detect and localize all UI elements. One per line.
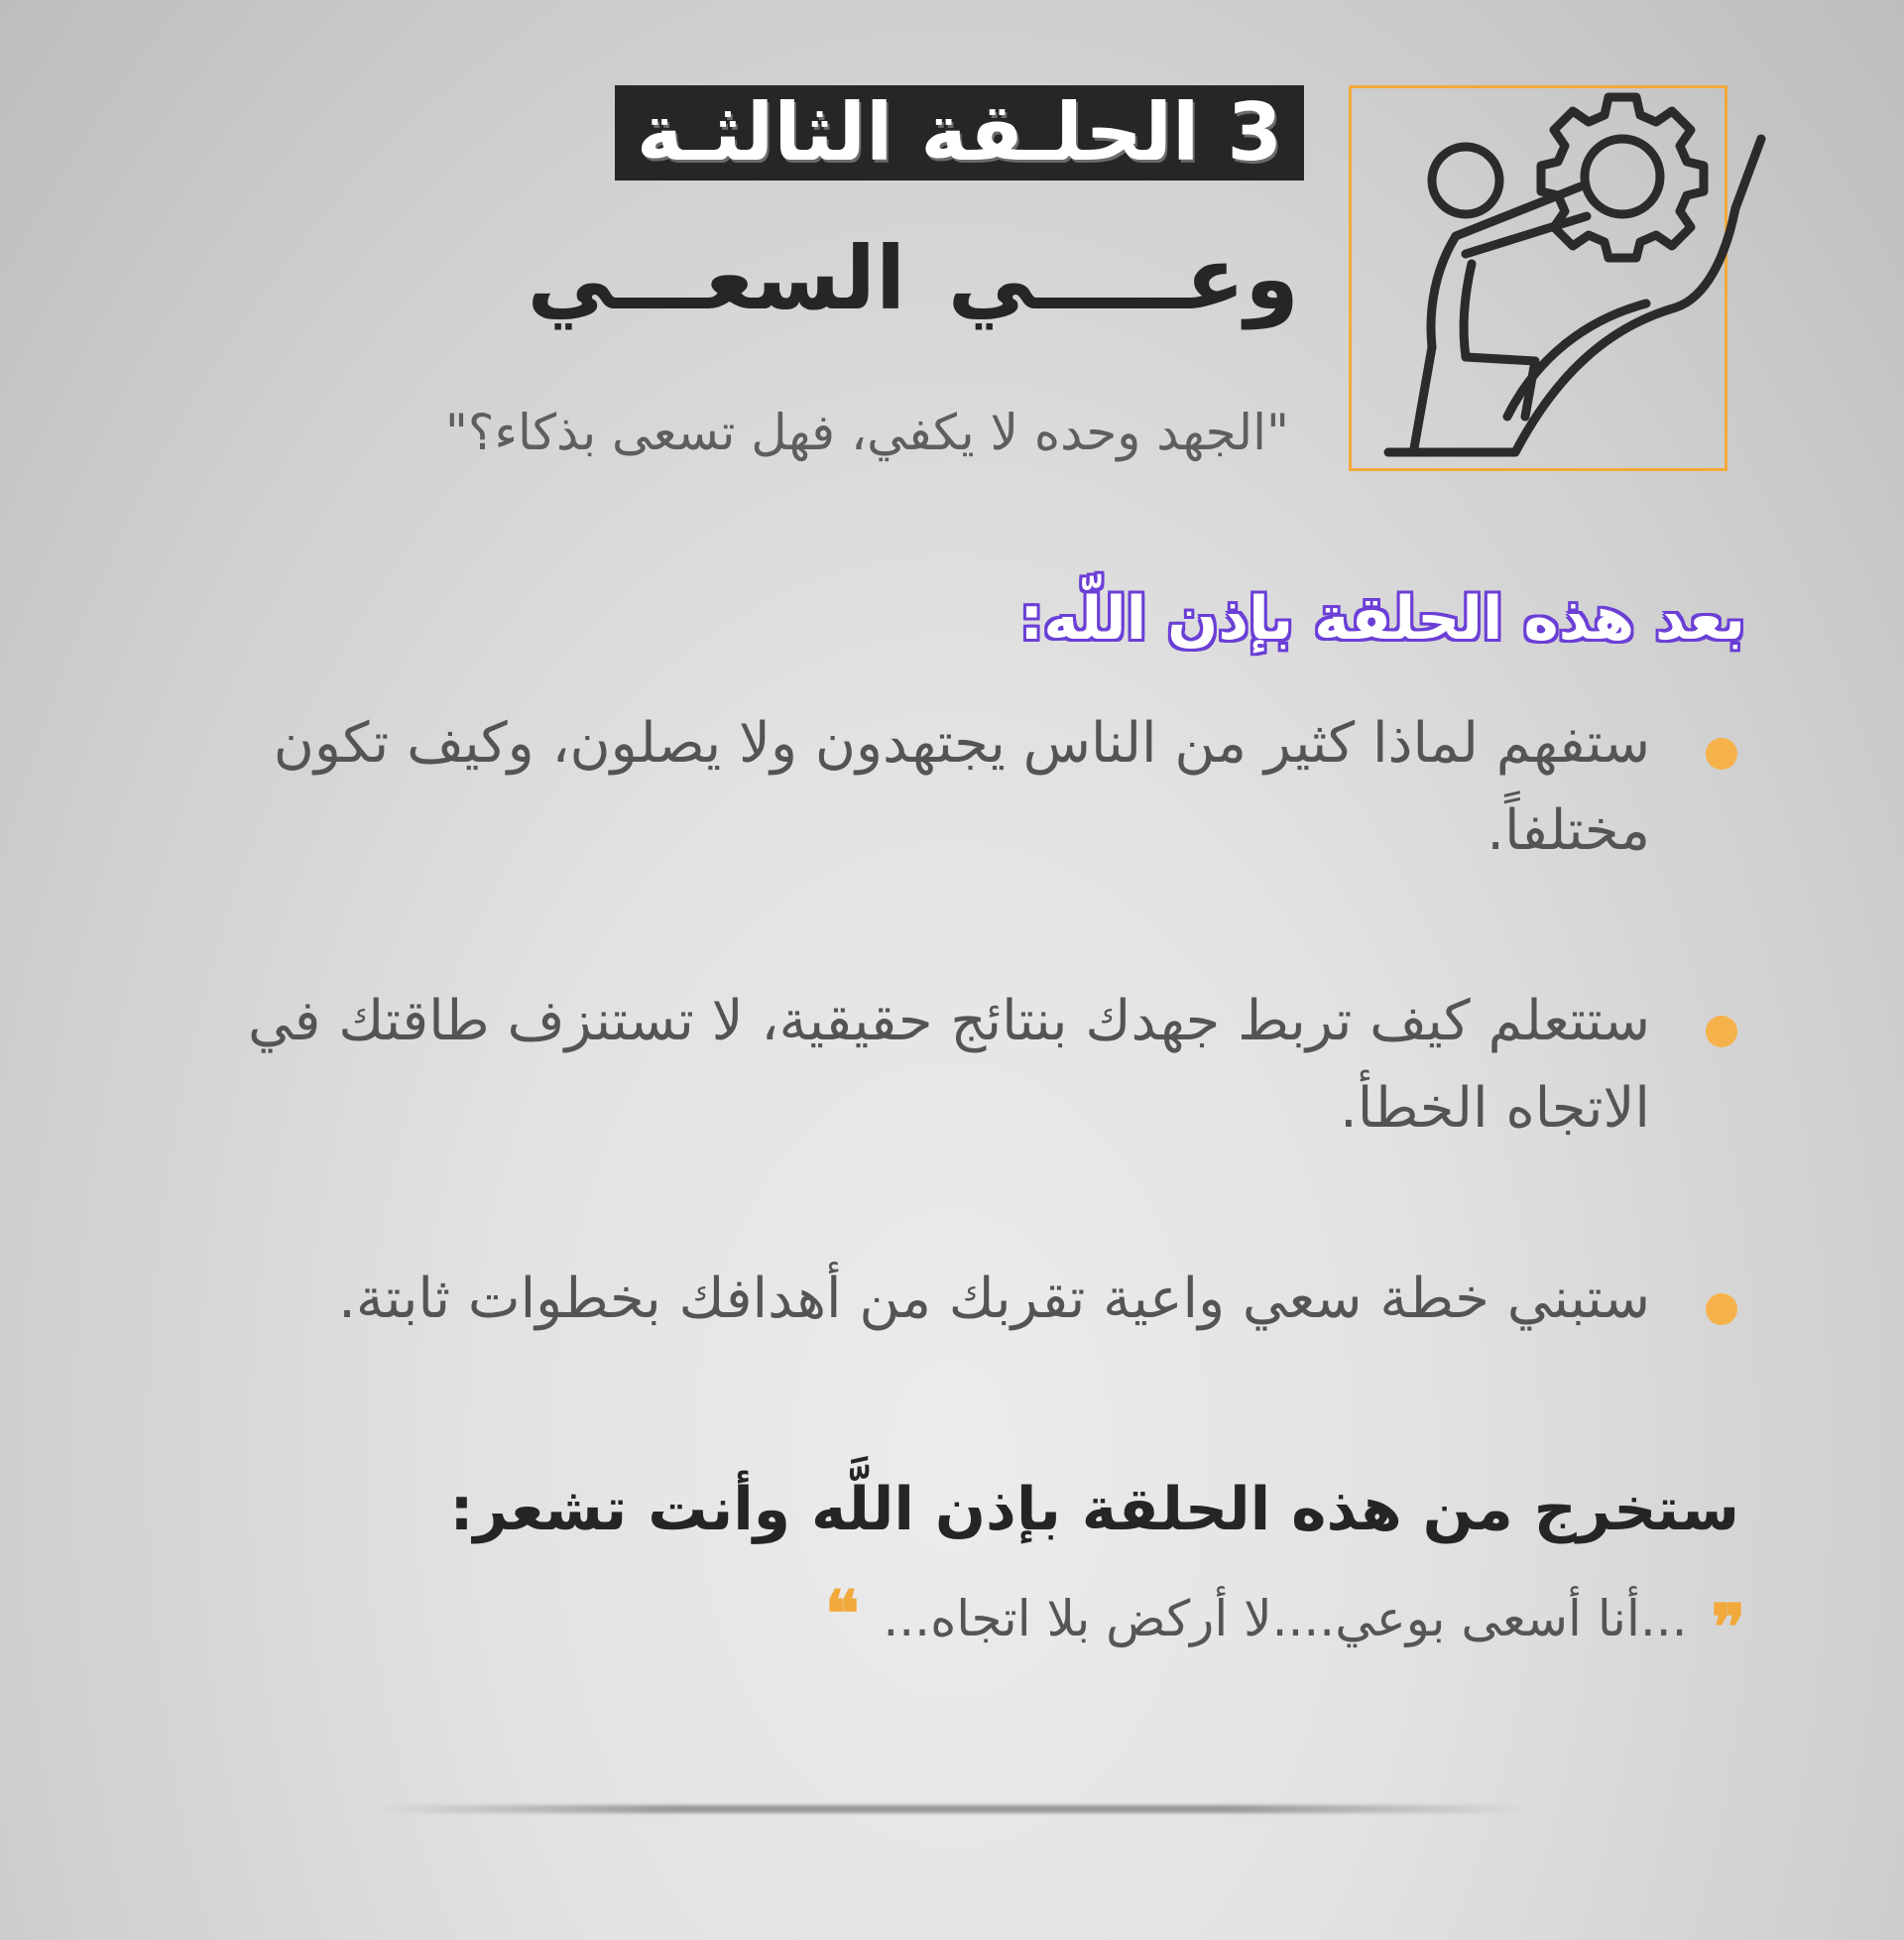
- episode-tagline: "الجهد وحده لا يكفي، فهل تسعى بذكاء؟": [444, 404, 1289, 461]
- bullet-dot-icon: [1706, 738, 1737, 770]
- bullet-dot-icon: [1706, 1293, 1737, 1325]
- episode-badge: [615, 85, 1304, 181]
- list-item-text: ستفهم لماذا كثير من الناس يجتهدون ولا يصلون، وكيف تكون مختلفاً.: [273, 711, 1650, 863]
- closing-quote: [824, 1577, 1745, 1665]
- episode-title: وعـــــي السعـــي: [527, 227, 1299, 329]
- episode-label: 3 الحلـقة الثالثـة: [636, 86, 1282, 179]
- list-item: [101, 1256, 1737, 1343]
- footer-divider: [377, 1805, 1527, 1813]
- bullet-dot-icon: [1706, 1016, 1737, 1047]
- closing-heading: ستخرج من هذه الحلقة بإذن اللَّه وأنت تشعر:: [449, 1475, 1739, 1544]
- close-quote-icon: ❝: [824, 1577, 860, 1651]
- outcomes-list: [101, 700, 1737, 1343]
- list-item: [101, 700, 1737, 875]
- list-item-text: ستتعلم كيف تربط جهدك بنتائج حقيقية، لا تستنزف طاقتك في الاتجاه الخطأ.: [248, 989, 1650, 1141]
- open-quote-icon: ❞: [1711, 1591, 1745, 1665]
- outcomes-heading: بعد هذه الحلقة بإذن اللّه:: [1019, 584, 1745, 654]
- list-item: [101, 978, 1737, 1152]
- list-item-text: ستبني خطة سعي واعية تقربك من أهدافك بخطوات ثابتة.: [338, 1267, 1650, 1331]
- person-pushing-gear-icon: [1349, 60, 1775, 476]
- closing-quote-text: ...أنا أسعى بوعي....لا أركض بلا اتجاه...: [883, 1590, 1688, 1647]
